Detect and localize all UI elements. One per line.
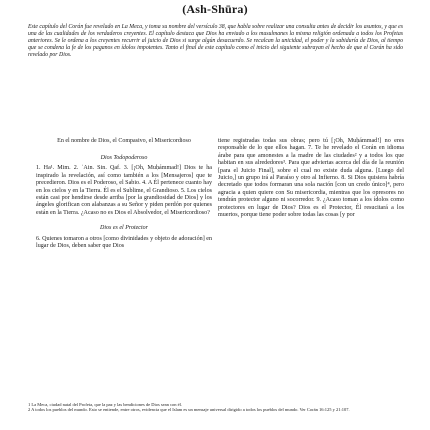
section-heading: Dios es el Protector: [100, 225, 148, 232]
basmala: En el nombre de Dios, el Compasivo, el Misericordioso: [57, 138, 191, 144]
footnote: 2 A todos los pueblos del mundo. Esto se entiende, entre otros, evidencia que el Islam es un mensaje universal dirigido a todos los pueblos del mundo. Ver Corán 16:125 y 21:107.: [28, 407, 350, 413]
verses-paragraph: 1. Ha¹. Mim. 2. ʿAin. Sin. Qaf. 3. [¡Oh, Muḥámmad!] Dios te ha inspirado la revelación, así como también a los [Mensajeros] que te precedieron. Dios es el Poderoso, el Sabio. 4. A Él pertenece cuanto hay en los cielos y en la Tierra. Él es el Sublime, el Grandioso. 5. Los cielos están casi por hendirse desde arriba [por la grandiosidad de Dios] y los ángeles glorifican con alabanzas a su Señor y piden perdón por quienes están en la Tierra. ¿Acaso no es Dios el Absolvedor, el Misericordioso?: [36, 165, 212, 216]
section-heading: Dios Todopoderoso: [100, 155, 148, 161]
chapter-title: (Ash-Shūra): [182, 2, 248, 16]
left-column: [36, 138, 212, 250]
verses-paragraph: 6. Quienes tomaron a otros [como divinidades y objeto de adoración] en lugar de Dios, deben saber que Dios: [36, 235, 212, 250]
right-column: [218, 138, 404, 219]
footnotes: [28, 402, 408, 413]
footnote: 1 La Meca, ciudad natal del Profeta, que la paz y las bendiciones de Dios sean con él.: [28, 402, 182, 407]
verses-paragraph: tiene registradas todas sus obras; pero tú [¡Oh, Muḥámmad!] no eres responsable de lo que ellos hagan. 7. Te he revelado el Corán en idioma árabe para que amonestes a la madre de las ciudades² y a todos los que habitan en sus alrededores³. Para que adviertas acerca del día de la reunión [para el Juicio Final], sobre el cual no existe duda alguna. [Luego del Juicio,] un grupo irá al Paraíso y otro al Infierno. 8. Si Dios quisiera habría decretado que todos formaran una sola nación [con un credo único]⁴, pero agracia a quien quiere con Su misericordia, mientras que los opresores no tendrán protector alguno ni socorredor. 9. ¿Acaso toman a los ídolos como protectores en lugar de Dios? Dios es el Protector, Él resucitará a los muertos, porque tiene poder sobre todas las cosas [y por: [218, 138, 404, 219]
chapter-introduction: Este capítulo del Corán fue revelado en La Meca, y toma su nombre del versículo 38, que habla sobre realizar una consulta antes de decidir los asuntos, y que es una de las cualidades de los verdaderos creyentes. El capítulo destaca que Dios ha enviado a los musulmanes la misma religión ordenada a todos los Profetas anteriores. Se le ordena a los creyentes recurrir al juicio de Dios si surge algún desacuerdo. Se recalcan la unicidad, el poder y la sabiduría de Dios, al tiempo que se condena la fe de los paganos en ídolos impotentes. Tanto el final de este capítulo como el inicio del siguiente subrayan el hecho de que el Corán ha sido revelado por Dios.: [28, 24, 403, 58]
